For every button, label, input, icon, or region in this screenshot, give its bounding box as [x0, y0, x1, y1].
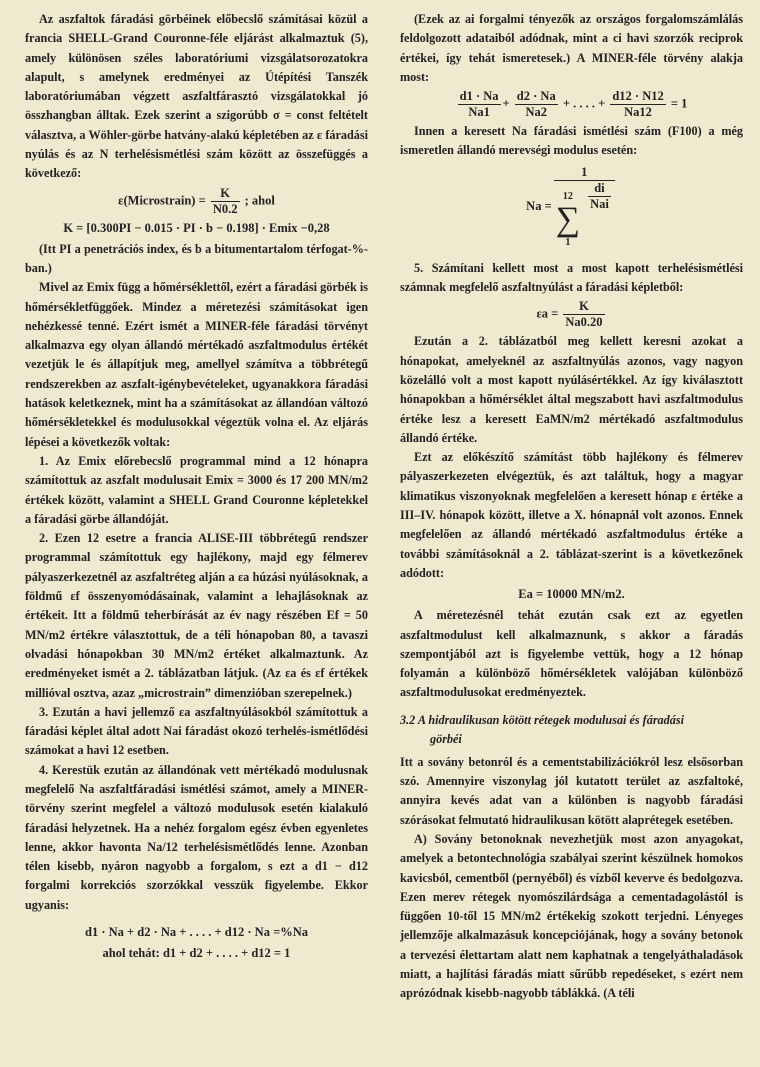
- eq-dots: + . . . . +: [562, 96, 606, 111]
- eq-tail: = 1: [670, 96, 688, 111]
- paragraph: (Ezek az ai forgalmi tényezők az országos forgalomszámlálás feldolgozott adataiból adódnak, mint a ci havi szorzók reciprok értékei, így tehát ismeretesek.) A MINER-féle törvény alakja most:: [400, 12, 743, 84]
- equation-sum-condition: ahol tehát: d1 + d2 + . . . . + d12 = 1: [102, 946, 291, 961]
- equation-ea-strain: [400, 299, 743, 330]
- equation-sum: d1 · Na + d2 · Na + . . . . + d12 · Na =%Na: [85, 925, 308, 940]
- eq-fraction: [554, 165, 615, 249]
- equation-k: K = [0.300PI − 0.015 · PI · b − 0.198] · Emix −0,28: [63, 220, 330, 235]
- list-item: 3. Ezután a havi jellemző εa aszfaltnyúlásokból számítottuk a fáradási képlet által adott Nai fáradást okozó terhelés-ismétlődési számokat a havi 12 esetben.: [25, 704, 368, 758]
- eq-numerator: d2 · Na: [516, 89, 556, 104]
- right-column: [400, 10, 743, 1004]
- eq-denominator: Nai: [590, 196, 609, 211]
- list-item: 1. Az Emix előrebecslő programmal mind a 12 hónapra számítottuk az aszfalt modulusait Emix = 3000 és 17 200 MN/m2 értékek között, valamint a SHELL Grand Couronne képletekkel a fáradási görbe állandóját.: [25, 453, 368, 526]
- eq-denominator: Na1: [468, 105, 490, 120]
- eq-denominator: Na12: [624, 105, 652, 120]
- list-item: 2. Ezen 12 esetre a francia ALISE-III többrétegű rendszer programmal számítottuk egy hajlékony, majd egy félmerev pályaszerkezetnél az aszfaltréteg alján a εa húzási nyúlásoknak, a földmű εf összenyomódásainak, valamint a lehajlásoknak az értékeit. Itt a földmű teherbírását az év nagy részében Ef = 50 MN/m2 értékre választottuk, de a téli hónapoban 80, a tavaszi olvadási hónapokban 30 MN/m2 értéket alkalmaztunk. Az eredményeket ismét a 2. táblázatban látjuk. (Az εa és εf értékek millióval osztva, azaz „microstrain” dimenzióban szerepelnek.): [25, 531, 368, 700]
- eq-denominator: [554, 181, 615, 249]
- eq-numerator: d12 · N12: [612, 89, 664, 104]
- eq-numerator: d1 · Na: [459, 89, 499, 104]
- list-item: 4. Kerestük ezután az állandónak vett mértékadó modulusnak megfelelő Na aszfaltfáradási ismétlési számot, amely a MINER-törvény szerint megfelel a változó modulusok esetén kialakuló fáradási helyzetnek. Ha a nehéz forgalom egész évben egyenletes lenne, akkor havonta Na/12 terhelésismétlődés lenne. Azonban télen kisebb, nyáron nagyobb a forgalom, s ezt a d1 − d12 forgalmi korrekciós szorzókkal vesszük figyelembe. Ekkor ugyanis:: [25, 762, 368, 912]
- left-column: [25, 10, 368, 965]
- eq-numerator: di: [588, 181, 611, 197]
- paragraph: Az aszfaltok fáradási görbéinek előbecslő számításai közül a francia SHELL-Grand Couronne-féle eljárást alkalmaztuk (5), amely különösen széles laboratóriumi vizsgálatsorozatokra alapult, s amelynek eredményei az Útépítési Tanszék laboratóriumában végzett aszfaltfárasztó vizsgálatokkal jó összhangban álltak. Ezek szerint a szigorúbb σ = const feltételt választva, a Wöhler-görbe hatvány-alakú képletében az ε fáradási nyúlás és az N terhelésismétlési szám között az összefüggés a következő:: [25, 12, 368, 181]
- eq-fraction: [211, 186, 240, 217]
- eq-fraction: [610, 89, 665, 120]
- eq-lhs: ε(Microstrain) =: [118, 193, 206, 208]
- eq-denominator: N0.2: [212, 201, 238, 216]
- eq-tail: ; ahol: [244, 193, 275, 208]
- eq-denominator: Na2: [525, 105, 548, 120]
- eq-numerator: K: [211, 186, 240, 202]
- section-heading-line1: 3.2 A hidraulikusan kötött rétegek modulusai és fáradási: [400, 712, 684, 727]
- equation-na: [400, 165, 743, 249]
- paragraph: Itt a sovány betonról és a cementstabilizációkról lesz elsősorban szó. Amennyire viszonylag jól kutatott terület az aszfaltoké, annyira kevés adat van a különben is nagyobb fáradási szórásokat felmutató hidraulikusan kötött alaprétegek esetében.: [400, 754, 743, 827]
- sigma-symbol: ∑: [555, 200, 580, 238]
- paragraph: Innen a keresett Na fáradási ismétlési szám (F100) a még ismeretlen állandó merevségi modulus esetén:: [400, 124, 743, 158]
- paragraph: 5. Számítani kellett most a most kapott terhelésismétlési számnak megfelelő aszfaltnyúlást a fáradási képletből:: [400, 260, 743, 295]
- eq-numerator: 1: [554, 165, 615, 181]
- paragraph: (Itt PI a penetrációs index, és b a bitumentartalom térfogat-%-ban.): [25, 241, 368, 275]
- paragraph: A) Sovány betonoknak nevezhetjük most azon anyagokat, amelyek a betontechnológia szabályai szerint készülnek homokos kavicsból, cementből (pernyéből) és vízből keverve és bedolgozva. Ezen merev rétegek nyomószilárdsága a cementadagolástól is függően 10-től 15 MN/m2 értékekig szokott terjedni. Lényeges jellemzője alkalmazásuk koncepciójának, hogy a sovány betonok a tervezési élettartam alatt nem kaphatnak a tengelyáthaladások miatt, a hajlítási fáradás miatt sűrűbb repedéseket, s ezért nem aprózódnak kisebb-nagyobb táblákká. (A téli: [400, 831, 743, 1001]
- sum-operator: [556, 191, 580, 249]
- paragraph: Ezt az előkészítő számítást több hajlékony és félmerev pályaszerkezeten elvégeztük, és azt találtuk, hogy a magyar klimatikus viszonyoknak megfelelően a keresett hónap ε értéke a III–IV. hónapok között, illetve a X. hónapnál volt azonos. Ennek megfelelően az állandó mértékadó aszfaltmodulus értéke a további számításoknál a 2. táblázat-szerint is a következőnek adódott:: [400, 450, 743, 580]
- eq-lhs: Na =: [526, 199, 552, 214]
- equation-miner: $\frac{d1 \cdot Na}{Na1}$ + $\frac{d2 \cdot Na}{Na2}$ + . . . . + $\frac{d12 \cdot N12}{Na12}$ = 1: [459, 89, 688, 120]
- eq-fraction: [588, 181, 611, 212]
- paragraph: A méretezésnél tehát ezután csak ezt az egyetlen aszfaltmodulust kell alkalmaznunk, s akkor a fáradás szempontjából azt is figyelembe vettük, hogy a 12 hónap folyamán a különböző hőmérsékletek valójában különböző aszfaltmodulusokat eredményeztek.: [400, 608, 743, 700]
- section-heading-line2: görbéi: [430, 731, 462, 746]
- equation-ea-value: Ea = 10000 MN/m2.: [518, 587, 625, 602]
- eq-fraction: [563, 299, 604, 330]
- eq-fraction: [458, 89, 501, 120]
- paragraph: Ezután a 2. táblázatból meg kellett keresni azokat a hónapokat, amelyeknél az aszfaltnyúlás azonos, vagy nagyon közelálló volt a most kapott nyúlásértékkel. Az így kiválasztott hónapokban a hőmérséklet által megszabott havi aszfaltmodulus értéke lesz a keresett EaMN/m2 mértékadó aszfaltmodulus állandó értéke.: [400, 334, 743, 445]
- eq-fraction: [515, 89, 558, 120]
- section-heading: [400, 711, 743, 749]
- sum-lower-limit: 1: [565, 236, 571, 248]
- equation-epsilon: [25, 186, 368, 217]
- eq-numerator: K: [563, 299, 604, 315]
- sum-upper-limit: 12: [562, 190, 573, 202]
- eq-lhs: εa =: [536, 306, 559, 321]
- eq-denominator: Na0.20: [565, 315, 603, 330]
- paragraph: Mivel az Emix függ a hőmérséklettől, ezért a fáradási görbék is hőmérsékletfüggőek. Mindez a méretezési számításokat igen nehézkessé tenné. Ezért ismét a MINER-féle fáradási törvényt alkalmazva egy olyan állandó mértékadó aszfaltmodulus értékét vezetjük le és állapítjuk meg, amellyel számítva a többrétegű rendszerekben az aszfalt-igénybevételeket, ugyanakkora fáradási hatások keletkeznek, mint ha a számításokat az állandóan változó hőmérsékletekkel és modulusokkal végeztük volna el. Az eljárás lépései a következők voltak:: [25, 280, 368, 449]
